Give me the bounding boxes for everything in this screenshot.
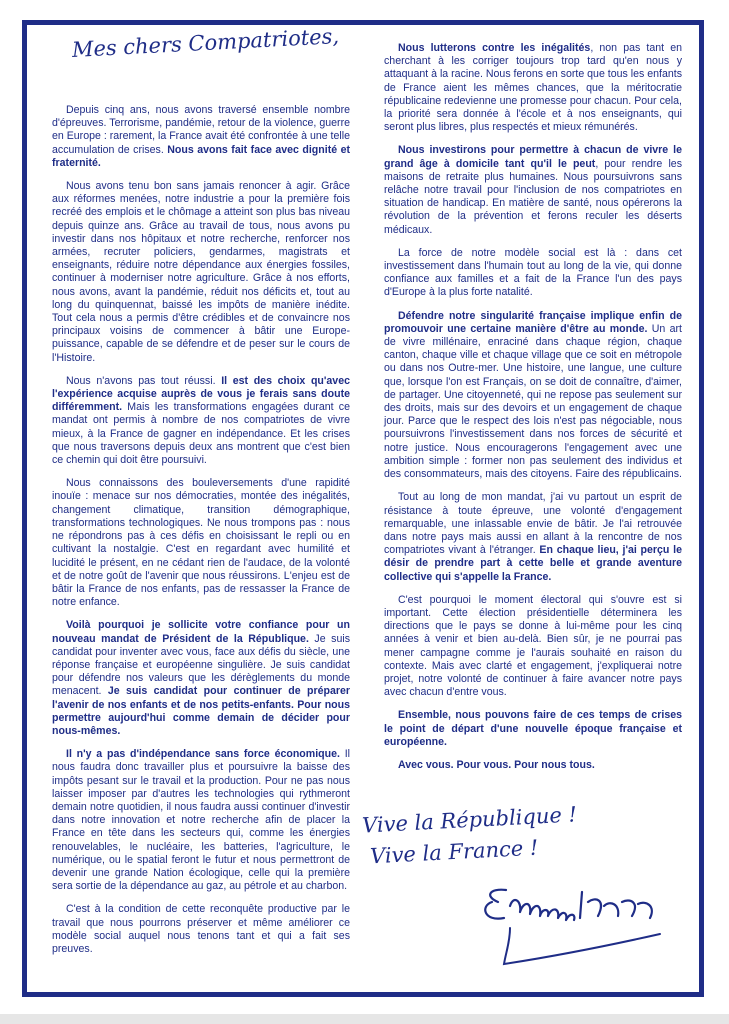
bold-text: En chaque lieu, j'ai perçu le désir de prendre part à cette belle et grande aventure collective qui s'appelle la France. (384, 544, 682, 583)
bold-text: Défendre notre singularité française implique enfin de promouvoir une certaine manière d'être au monde. (384, 309, 682, 335)
bold-text: Je suis candidat pour continuer de préparer l'avenir de nos enfants et de nos petits-enfants. Pour nous permettre aujourd'hui comme demain de décider pour nous-mêmes. (52, 685, 350, 737)
bold-text: Il n'y a pas d'indépendance sans force économique. (66, 748, 340, 761)
right-paragraph (384, 759, 682, 772)
left-paragraph (52, 375, 350, 467)
bold-text: Il est des choix qu'avec l'expérience acquise auprès de vous je ferais sans doute différemment. (52, 374, 350, 414)
left-paragraph (52, 903, 350, 956)
body-text: Tout au long de mon mandat, j'ai vu partout un esprit de résistance à toute épreuve, une volonté d'engagement remarquable, une inlassable envie de bâtir. Je l'ai retrouvée dans notre pays mais aussi en allant à la rencontre de nos compatriotes vivant à l'étranger. (384, 491, 682, 557)
left-paragraph (52, 180, 350, 365)
bold-text: Nous lutterons contre les inégalités (398, 42, 591, 54)
right-column (384, 42, 682, 782)
closing-vive-republique: Vive la République ! (361, 802, 578, 838)
right-paragraph (384, 247, 682, 300)
body-text: Mais les transformations engagées durant ce mandat ont permis à nombre de nos compatriotes de vivre mieux, à la France de gagner en indépendance. Et les crises que nous traversons depuis deux ans montrent que c'est bien ce chemin qui doit être poursuivi. (52, 401, 350, 467)
body-text: Un art de vivre millénaire, enraciné dans chaque région, chaque canton, chaque ville et chaque village que ce soit en métropole ou dans nos Outre-mer. Une histoire, une langue, une culture que, lorsque l'on est Français, on se doit de connaître, d'aimer, de partager. Une citoyenneté, qui ne repose pas seulement sur des droits, mais sur des devoirs et un engagement de chaque jour. Parce que le respect des lois n'est pas négociable, nous poursuivrons l'investissement dans nos forces de sécurité et notre justice. Nous encouragerons l'engagement avec une ambition simple : former non pas seulement des individus et des consommateurs, mais des citoyens. Faire des républicains. (384, 322, 682, 481)
bold-text: Nous investirons pour permettre à chacun de vivre le grand âge à domicile tant qu'il le peut (384, 144, 682, 170)
body-text: C'est pourquoi le moment électoral qui s'ouvre est si important. Cette élection présidentielle déterminera les directions que le pays se donne à lui-même pour les cinq années à venir et bien au-delà. Bien sûr, je ne pourrai pas mener campagne comme je l'aurais souhaité en raison du contexte. Mais avec clarté et engagement, j'expliquerai notre projet, notre volonté de continuer à faire avancer notre pays avec chacun d'entre vous. (384, 593, 682, 699)
body-text: Nous n'avons pas tout réussi. (66, 374, 222, 387)
body-text: Nous connaissons des bouleversements d'une rapidité inouïe : menace sur nos démocraties, montée des inégalités, changement climatique, transition démographique, transformations technologiques. Ne nous trompons pas : nous ne répondrons pas à ces défis en choisissant le repli ou en cultivant la nostalgie. C'est en regardant avec humilité et lucidité le présent, en ne cédant rien de l'audace, de la volonté et de notre goût de l'avenir que nous réussirons. L'enjeu est de bâtir la France de nos enfants, pas de ressasser la France de notre enfance. (52, 477, 350, 609)
left-paragraph (52, 619, 350, 738)
letter-body (22, 20, 704, 997)
right-paragraph (384, 594, 682, 700)
bottom-bar (0, 1014, 729, 1024)
left-paragraph (52, 477, 350, 609)
bold-text: Voilà pourquoi je sollicite votre confiance pour un nouveau mandat de Président de la République. (52, 619, 350, 645)
body-text: C'est à la condition de cette reconquête productive par le travail que nous pourrons préserver et même améliorer ce modèle social auquel nous tenons tant et qui a fait ses preuves. (52, 903, 350, 955)
body-text: Nous avons tenu bon sans jamais renoncer à agir. Grâce aux réformes menées, notre industrie a pour la première fois recréé des emplois et le chômage a atteint son plus bas niveau depuis quinze ans. Grâce au travail de tous, nous avons pu investir dans nos hôpitaux et notre recherche, renforcer nos armées, recruter policiers, gendarmes, magistrats et enseignants, réduire notre dépendance aux énergies fossiles, continuer à moderniser notre agriculture. Grâce à nos efforts, nous avons, avant la pandémie, réduit nos déficits et, tout au long du quinquennat, baissé les impôts de manière inédite. Tout cela nous a permis d'être crédibles et de convaincre nos principaux voisins de commencer à bâtir une Europe-puissance, capable de se défendre et de peser sur le cours de l'Histoire. (52, 180, 350, 364)
right-paragraph (384, 310, 682, 482)
body-text: Depuis cinq ans, nous avons traversé ensemble nombre d'épreuves. Terrorisme, pandémie, retour de la violence, guerre en Europe : rarement, la France avait été confrontée à une telle accumulation de crises. (52, 104, 350, 156)
body-text: , pour rendre les maisons de retraite plus humaines. Nous poursuivrons sans relâche notre travail pour l'inclusion de nos compatriotes en situation de handicap. En matière de santé, nous opérerons la révolution de la prévention et ferons reculer les déserts médicaux. (384, 157, 682, 236)
closing-vive-france: Vive la France ! (369, 835, 539, 869)
salutation: Mes chers Compatriotes, (71, 24, 340, 62)
body-text: Il nous faudra donc travailler plus et poursuivre la baisse des impôts pesant sur le travail et la production. Pour ne pas nous laisser imposer par d'autres les technologies qui rythmeront demain notre quotidien, il nous faudra aussi continuer d'investir dans notre innovation et notre recherche afin de placer la France en tête dans les secteurs qui, comme les énergies renouvelables, le nucléaire, les batteries, l'agriculture, le numérique, ou le spatial feront le futur et nous permettront de devenir une grande Nation écologique, celle qui la première sera sortie de la dépendance au gaz, au pétrole et au charbon. (52, 748, 350, 893)
right-paragraph (384, 144, 682, 236)
bold-text: Ensemble, nous pouvons faire de ces temps de crises le point de départ d'une nouvelle époque française et européenne. (384, 709, 682, 748)
bold-text: Nous avons fait face avec dignité et fraternité. (52, 143, 351, 169)
right-paragraph (384, 491, 682, 583)
right-paragraph (384, 709, 682, 749)
body-text: , non pas tant en cherchant à les corriger toujours trop tard qu'en nous y attaquant à la racine. Nous ferons en sorte que tous les enfants de France aient les mêmes chances, que la méritocratie républicaine redevienne une promesse pour chacun. Pour cela, la priorité sera donnée à l'école et à nos enseignants, qui seront plus libres, plus respectés et mieux rémunérés. (384, 42, 682, 134)
left-column (52, 104, 350, 966)
body-text: Je suis candidat pour inventer avec vous, face aux défis du siècle, une réponse française et européenne singulière. Je suis candidat pour défendre nos valeurs que les dérèglements du monde menacent. (52, 632, 350, 698)
body-text: La force de notre modèle social est là : dans cet investissement dans l'humain tout au long de la vie, qui donne confiance aux familles et a fait de la France l'un des pays d'Europe à la plus forte natalité. (384, 246, 682, 299)
bold-text: Avec vous. Pour vous. Pour nous tous. (398, 758, 595, 771)
handwritten-signature (470, 872, 670, 972)
left-paragraph (52, 104, 350, 170)
right-paragraph (384, 42, 682, 134)
left-paragraph (52, 748, 350, 893)
